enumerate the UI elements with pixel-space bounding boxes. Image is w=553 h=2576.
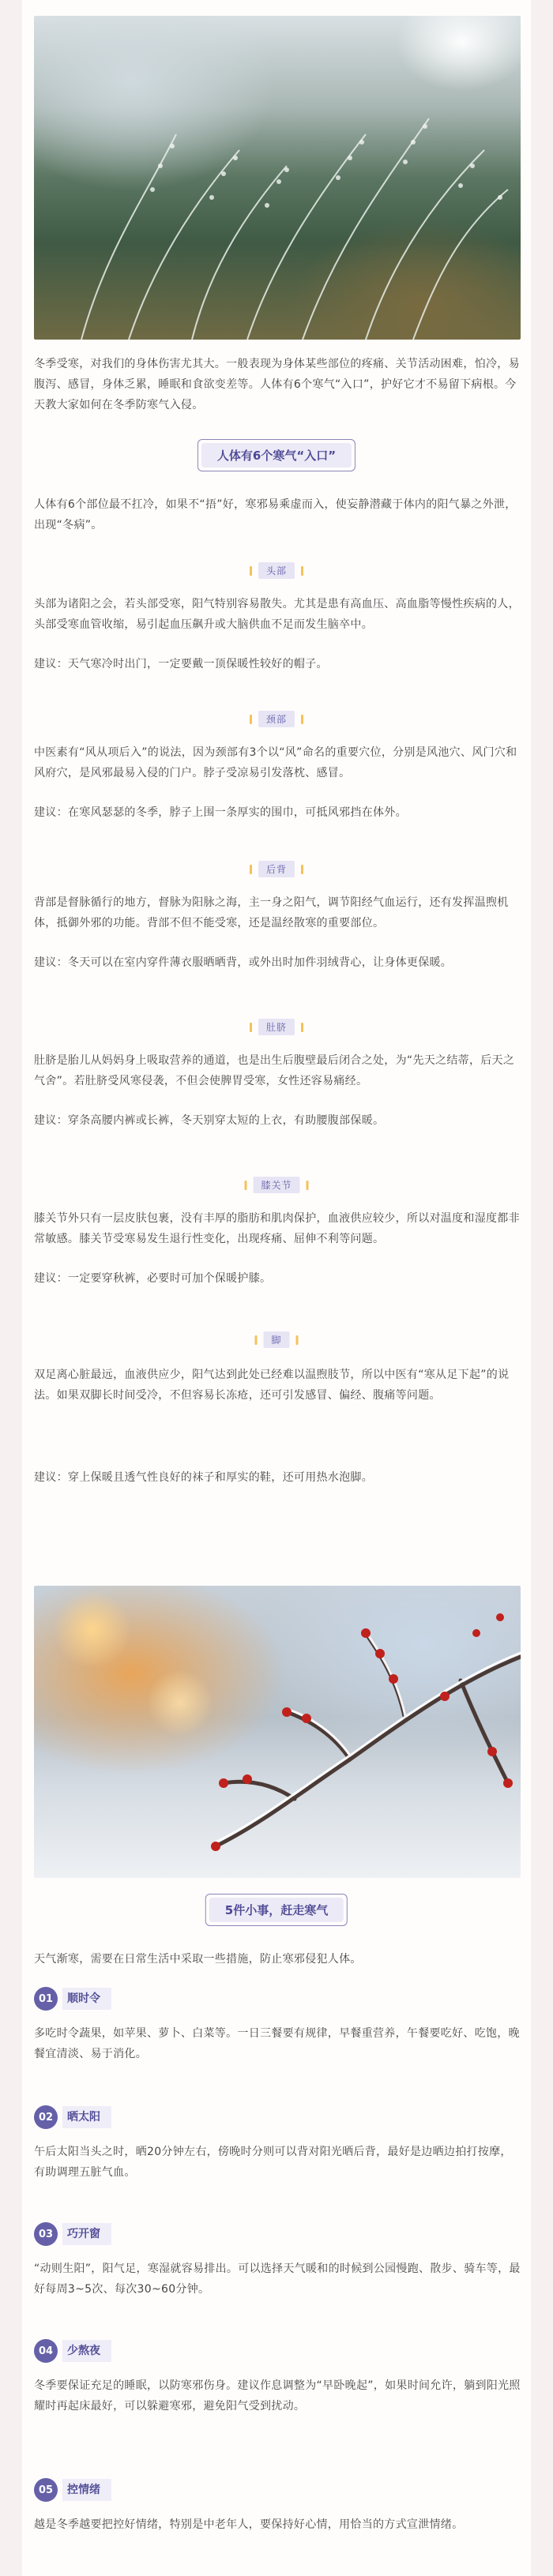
head-tip: 建议：天气寒冷时出门，一定要戴一顶保暖性较好的帽子。 xyxy=(34,658,328,670)
tip-title: 控情绪 xyxy=(62,2479,111,2501)
subheading-back: 后背 xyxy=(250,861,303,877)
neck-paragraph: 中医素有“风从项后入”的说法，因为颈部有3个以“风”命名的重要穴位，分别是风池穴、风门穴和风府穴，是风邪最易入侵的门户。脖子受凉易引发落枕、感冒。 xyxy=(34,746,517,779)
head-paragraph: 头部为诸阳之会，若头部受寒，阳气特别容易散失。尤其是患有高血压、高血脂等慢性疾病的人，头部受寒血管收缩，易引起血压飙升或大脑供血不足而发生脑卒中。 xyxy=(34,598,520,631)
tip-title: 少熬夜 xyxy=(62,2340,111,2362)
tip-paragraph-2: 午后太阳当头之时，晒20分钟左右，傍晚时分则可以背对阳光晒后背，最好是边晒边拍打按摩，有助调理五脏气血。 xyxy=(34,2146,512,2179)
tip-number-badge: 02 xyxy=(34,2105,58,2129)
section-title-entry-points: 人体有6个寒气“入口” xyxy=(198,439,356,471)
subheading-navel: 肚脐 xyxy=(250,1019,303,1035)
section1-intro: 人体有6个部位最不扛冷，如果不“捂”好，寒邪易乘虚而入，使妄静潜藏于体内的阳气暴之外泄，出现“冬病”。 xyxy=(34,498,517,531)
snowy-berry-branch-photo xyxy=(34,1586,521,1878)
feet-tip: 建议：穿上保暖且透气性良好的袜子和厚实的鞋，还可用热水泡脚。 xyxy=(34,1471,373,1484)
tip-heading-3 xyxy=(34,2222,111,2246)
tip-paragraph-4: 冬季要保证充足的睡眠，以防寒邪伤身。建议作息调整为“早卧晚起”，如果时间允许，躺到阳光照耀时再起床最好，可以躲避寒邪，避免阳气受到扰动。 xyxy=(34,2379,521,2413)
tip-title: 顺时令 xyxy=(62,1988,111,2010)
subheading-feet: 脚 xyxy=(254,1331,298,1348)
back-paragraph: 背部是督脉循行的地方，督脉为阳脉之海，主一身之阳气，调节阳经气血运行，还有发挥温煦机体，抵御外邪的功能。背部不但不能受寒，还是温经散寒的重要部位。 xyxy=(34,896,509,929)
tip-heading-2 xyxy=(34,2105,111,2129)
knee-paragraph: 膝关节外只有一层皮肤包裹，没有丰厚的脂肪和肌肉保护，血液供应较少，所以对温度和湿度都非常敏感。膝关节受寒易发生退行性变化，出现疼痛、屈伸不利等问题。 xyxy=(34,1212,520,1245)
tip-paragraph-3: “动则生阳”，阳气足，寒湿就容易排出。可以选择天气暖和的时候到公园慢跑、散步、骑车等，最好每周3~5次、每次30~60分钟。 xyxy=(34,2262,521,2296)
tip-heading-4 xyxy=(34,2339,111,2363)
navel-paragraph: 肚脐是胎儿从妈妈身上吸取营养的通道，也是出生后腹壁最后闭合之处，为“先天之结蒂，后天之气舍”。若肚脐受风寒侵袭，不但会使脾胃受寒，女性还容易痛经。 xyxy=(34,1054,515,1087)
subheading-knee: 膝关节 xyxy=(244,1177,308,1193)
tip-number-badge: 05 xyxy=(34,2478,58,2502)
tip-heading-1 xyxy=(34,1987,111,2011)
section-title-five-tips: 5件小事，赶走寒气 xyxy=(205,1894,348,1926)
tip-paragraph-1: 多吃时令蔬果，如苹果、萝卜、白菜等。一日三餐要有规律，早餐重营养，午餐要吃好、吃饱，晚餐宜清淡、易于消化。 xyxy=(34,2027,520,2060)
tip-paragraph-5: 越是冬季越要把控好情绪，特别是中老年人，要保持好心情，用恰当的方式宣泄情绪。 xyxy=(34,2518,464,2531)
tip-title: 晒太阳 xyxy=(62,2106,111,2128)
navel-tip: 建议：穿条高腰内裤或长裤，冬天别穿太短的上衣，有助腰腹部保暖。 xyxy=(34,1114,385,1127)
feet-paragraph: 双足离心脏最远，血液供应少，阳气达到此处已经难以温煦肢节，所以中医有“寒从足下起”的说法。如果双脚长时间受冷，不但容易长冻疮，还可引发感冒、偏经、腹痛等问题。 xyxy=(34,1369,510,1402)
tip-number-badge: 04 xyxy=(34,2339,58,2363)
subheading-head: 头部 xyxy=(250,562,303,579)
back-tip: 建议：冬天可以在室内穿件薄衣服晒晒背，或外出时加件羽绒背心，让身体更保暖。 xyxy=(34,956,453,969)
knee-tip: 建议：一定要穿秋裤，必要时可加个保暖护膝。 xyxy=(34,1272,272,1285)
tip-title: 巧开窗 xyxy=(62,2223,111,2245)
tip-heading-5 xyxy=(34,2478,111,2502)
frost-plant-photo xyxy=(34,16,521,340)
subheading-neck: 颈部 xyxy=(250,711,303,727)
tip-number-badge: 01 xyxy=(34,1987,58,2011)
tip-number-badge: 03 xyxy=(34,2222,58,2246)
section2-intro: 天气渐寒，需要在日常生活中采取一些措施，防止寒邪侵犯人体。 xyxy=(34,1953,362,1966)
intro-paragraph: 冬季受寒，对我们的身体伤害尤其大。一般表现为身体某些部位的疼痛、关节活动困难，怕冷，易腹泻、感冒，身体乏累，睡眠和食欲变差等。人体有6个寒气“入口”，护好它才不易留下病根。今天教大家如何在冬季防寒气入侵。 xyxy=(34,358,520,411)
neck-tip: 建议：在寒风瑟瑟的冬季，脖子上围一条厚实的围巾，可抵风邪挡在体外。 xyxy=(34,806,407,819)
